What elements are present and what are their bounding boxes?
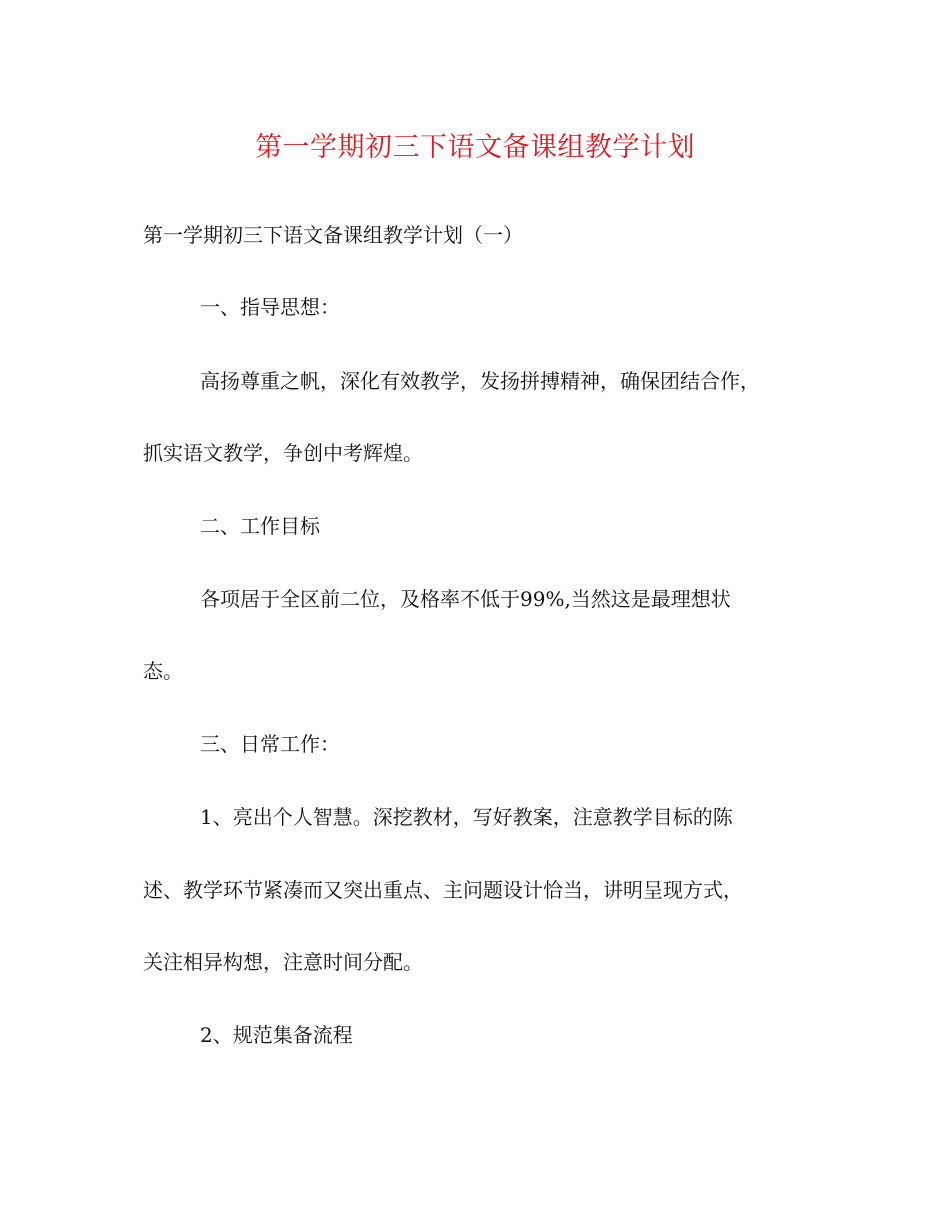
section-heading-work-goals: 二、工作目标 bbox=[200, 514, 320, 538]
subtitle-line: 第一学期初三下语文备课组教学计划（一） bbox=[143, 223, 523, 247]
paragraph-line: 1、亮出个人智慧。深挖教材，写好教案，注意教学目标的陈 bbox=[200, 805, 733, 829]
paragraph-line: 高扬尊重之帆，深化有效教学，发扬拼搏精神，确保团结合作， bbox=[200, 369, 760, 393]
paragraph-line: 态。 bbox=[143, 659, 183, 683]
paragraph-line: 2、规范集备流程 bbox=[200, 1023, 353, 1047]
section-heading-daily-work: 三、日常工作： bbox=[200, 732, 340, 756]
paragraph-line: 各项居于全区前二位，及格率不低于99%,当然这是最理想状 bbox=[200, 587, 731, 611]
paragraph-line: 抓实语文教学，争创中考辉煌。 bbox=[143, 441, 423, 465]
document-title: 第一学期初三下语文备课组教学计划 bbox=[255, 132, 695, 163]
paragraph-line: 述、教学环节紧凑而又突出重点、主问题设计恰当，讲明呈现方式， bbox=[143, 878, 743, 902]
paragraph-line: 关注相异构想，注意时间分配。 bbox=[143, 950, 423, 974]
section-heading-guiding-thought: 一、指导思想： bbox=[200, 295, 340, 319]
